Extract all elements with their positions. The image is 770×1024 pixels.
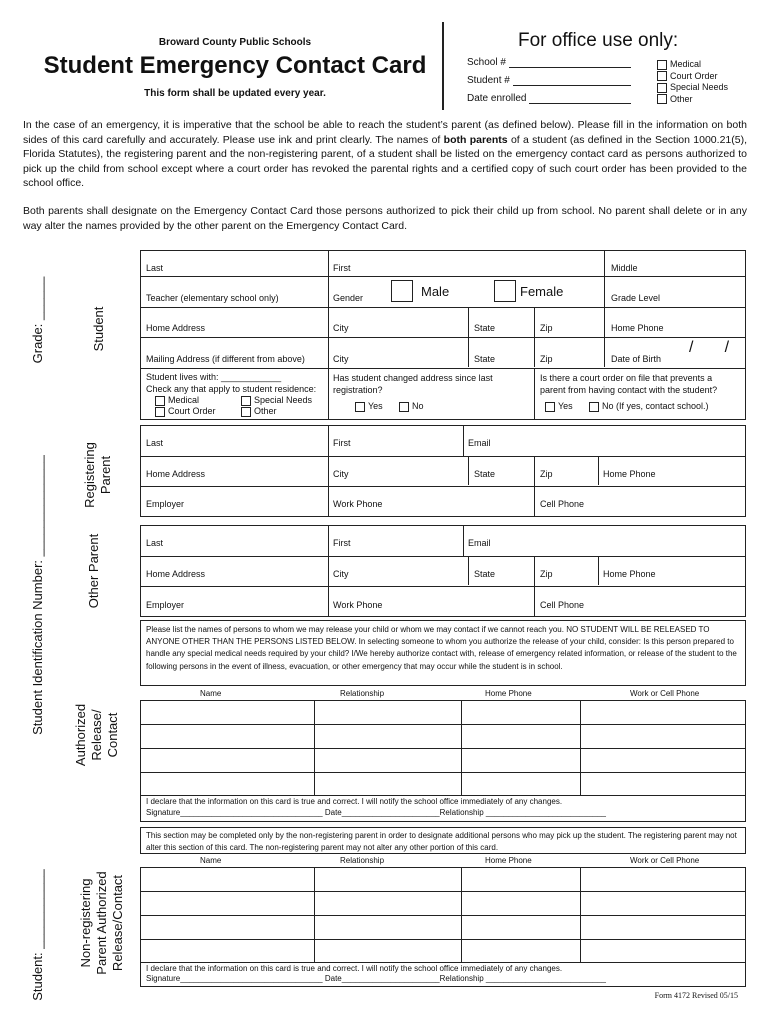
male-label: Male bbox=[421, 284, 450, 299]
other-city: City bbox=[333, 569, 349, 579]
other-home-phone: Home Phone bbox=[603, 569, 656, 579]
reg-state: State bbox=[474, 469, 496, 479]
student-zip: Zip bbox=[540, 323, 553, 333]
other-cell-phone: Cell Phone bbox=[540, 600, 585, 610]
student-city: City bbox=[333, 323, 349, 333]
other-state: State bbox=[474, 569, 496, 579]
other-first: First bbox=[333, 538, 351, 548]
reg-home-phone: Home Phone bbox=[603, 469, 656, 479]
authorized-instructions-box bbox=[140, 620, 746, 686]
nonreg-signature[interactable]: Signature________________________________ Date______________________Relationship ___________________________ bbox=[146, 974, 607, 983]
student-mailing-zip: Zip bbox=[540, 354, 553, 364]
other-parent-heading: Other Parent bbox=[86, 533, 101, 609]
other-email: Email bbox=[468, 538, 491, 548]
intro-paragraph-1: In the case of an emergency, it is imperative that the school be able to reach the student’s parent (as defined below). Please fill in the information on both sides of this card carefully and accurately. Please use ink and print clearly. The names of both parents of a student (as defined in the Section 1000.21(5), Florida Statutes), the registering parent and the non-registering parent, of a student shall be listed on the emergency contact card as persons authorized to pick up the child from school except where a court order has revoked the parental rights and a certified copy of such court order has been provided to the school office. bbox=[23, 119, 747, 189]
res-medical[interactable]: Medical bbox=[155, 395, 199, 406]
student-last: Last bbox=[146, 263, 164, 273]
col-relationship: Relationship bbox=[340, 689, 385, 698]
reg-city: City bbox=[333, 469, 349, 479]
student-gender: Gender bbox=[333, 293, 364, 303]
student-home-phone: Home Phone bbox=[611, 323, 664, 333]
form-subtitle: This form shall be updated every year. bbox=[144, 88, 326, 99]
registering-heading: Registering Parent bbox=[82, 442, 113, 508]
reg-work-phone: Work Phone bbox=[333, 499, 383, 509]
reg-email: Email bbox=[468, 438, 491, 448]
changed-no[interactable]: No bbox=[399, 401, 424, 412]
col-name: Name bbox=[200, 689, 222, 698]
nonreg-col-work-phone: Work or Cell Phone bbox=[630, 856, 700, 865]
student-dob: Date of Birth bbox=[611, 354, 662, 364]
office-options bbox=[657, 59, 728, 105]
nonreg-instructions: This section may be completed only by the non-registering parent in order to designate additional persons who may pick up the student. The registering parent may not alter this section of this card. The non-registering parent may not alter any other portion of this card. bbox=[146, 831, 737, 852]
student-first: First bbox=[333, 263, 351, 273]
student-home-address: Home Address bbox=[146, 323, 206, 333]
nonreg-col-home-phone: Home Phone bbox=[485, 856, 532, 865]
reg-employer: Employer bbox=[146, 499, 185, 509]
student-section bbox=[140, 250, 746, 420]
office-title: For office use only: bbox=[518, 30, 679, 51]
student-heading: Student bbox=[91, 306, 106, 352]
side-student-id: Student Identification Number: ______________ bbox=[30, 455, 45, 735]
nonreg-col-relationship: Relationship bbox=[340, 856, 385, 865]
court-no[interactable]: No (If yes, contact school.) bbox=[589, 401, 709, 412]
student-teacher: Teacher (elementary school only) bbox=[146, 293, 279, 303]
authorized-columns bbox=[140, 689, 746, 699]
female-checkbox[interactable] bbox=[494, 280, 516, 302]
authorized-signature[interactable]: Signature________________________________ Date______________________Relationship ___________________________ bbox=[146, 808, 607, 817]
office-school[interactable]: School # bbox=[467, 57, 631, 68]
lives-with[interactable]: Student lives with: ____________ bbox=[146, 372, 282, 382]
court-yes[interactable]: Yes bbox=[545, 401, 573, 412]
student-mailing-state: State bbox=[474, 354, 496, 364]
nonreg-columns bbox=[140, 856, 746, 866]
other-zip: Zip bbox=[540, 569, 553, 579]
student-mailing-city: City bbox=[333, 354, 349, 364]
student-middle: Middle bbox=[611, 263, 638, 273]
nonreg-grid[interactable] bbox=[140, 867, 746, 963]
reg-last: Last bbox=[146, 438, 164, 448]
student-grade-level: Grade Level bbox=[611, 293, 661, 303]
form-number: Form 4172 Revised 05/15 bbox=[654, 991, 738, 1000]
office-date[interactable]: Date enrolled bbox=[467, 93, 631, 104]
col-home-phone: Home Phone bbox=[485, 689, 532, 698]
col-work-phone: Work or Cell Phone bbox=[630, 689, 700, 698]
student-mailing: Mailing Address (if different from above) bbox=[146, 354, 305, 364]
dob-slashes: / / bbox=[689, 339, 730, 356]
other-last: Last bbox=[146, 538, 164, 548]
office-opt-other[interactable]: Other bbox=[657, 94, 728, 106]
court-order-question: Is there a court order on file that prevents a parent from having contact with the student? bbox=[540, 373, 718, 395]
check-any: Check any that apply to student residence: bbox=[146, 384, 317, 394]
intro-paragraph-2: Both parents shall designate on the Emergency Contact Card those persons authorized to pick their child up from school. No parent shall delete or in any way alter the names provided by the other parent on the Emergency Contact Card. bbox=[23, 205, 747, 232]
res-special-needs[interactable]: Special Needs bbox=[241, 395, 312, 406]
office-opt-court[interactable]: Court Order bbox=[657, 71, 728, 83]
female-label: Female bbox=[520, 284, 564, 299]
office-student[interactable]: Student # bbox=[467, 75, 631, 86]
authorized-declare-box bbox=[140, 796, 746, 822]
res-court-order[interactable]: Court Order bbox=[155, 406, 216, 417]
authorized-heading: Authorized Release/ Contact bbox=[73, 703, 120, 767]
male-checkbox[interactable] bbox=[391, 280, 413, 302]
authorized-declare: I declare that the information on this card is true and correct. I will notify the school office immediately of any changes. bbox=[146, 797, 563, 806]
nonreg-instructions-box bbox=[140, 827, 746, 854]
form-title: Student Emergency Contact Card bbox=[43, 52, 427, 79]
office-opt-medical[interactable]: Medical bbox=[657, 59, 728, 71]
reg-first: First bbox=[333, 438, 351, 448]
student-state: State bbox=[474, 323, 496, 333]
nonreg-declare: I declare that the information on this card is true and correct. I will notify the school office immediately of any changes. bbox=[146, 964, 563, 973]
changed-yes[interactable]: Yes bbox=[355, 401, 383, 412]
other-home-address: Home Address bbox=[146, 569, 206, 579]
res-other[interactable]: Other bbox=[241, 406, 277, 417]
nonreg-heading: Non-registering Parent Authorized Release/Contact bbox=[78, 871, 125, 975]
other-employer: Employer bbox=[146, 600, 185, 610]
authorized-grid[interactable] bbox=[140, 700, 746, 796]
other-work-phone: Work Phone bbox=[333, 600, 383, 610]
reg-zip: Zip bbox=[540, 469, 553, 479]
reg-cell-phone: Cell Phone bbox=[540, 499, 585, 509]
changed-address: Has student changed address since last registration? bbox=[333, 373, 493, 395]
nonreg-declare-box bbox=[140, 963, 746, 987]
district-name: Broward County Public Schools bbox=[158, 37, 312, 48]
reg-home-address: Home Address bbox=[146, 469, 206, 479]
header-divider bbox=[442, 22, 444, 110]
side-student: Student: ___________ bbox=[30, 869, 45, 1001]
other-parent-section bbox=[140, 525, 746, 617]
registering-section bbox=[140, 425, 746, 517]
office-opt-special[interactable]: Special Needs bbox=[657, 82, 728, 94]
nonreg-col-name: Name bbox=[200, 856, 222, 865]
side-grade: Grade: ______ bbox=[30, 276, 45, 364]
authorized-instructions: Please list the names of persons to whom we may release your child or whom we may contact if we cannot reach you. NO STUDENT WILL BE RELEASED TO ANYONE OTHER THAN THE PERSONS LISTED BELOW. In selecting someone to whom you authorize the release of your child, consider: Is this person prepared to handle any special medical needs required by your child? I/We hereby authorize contact with, release of emergency related information, or release of the student to the following persons in the event of illness, evacuation, or other emergency that may occur while the student is in school. bbox=[146, 625, 737, 671]
